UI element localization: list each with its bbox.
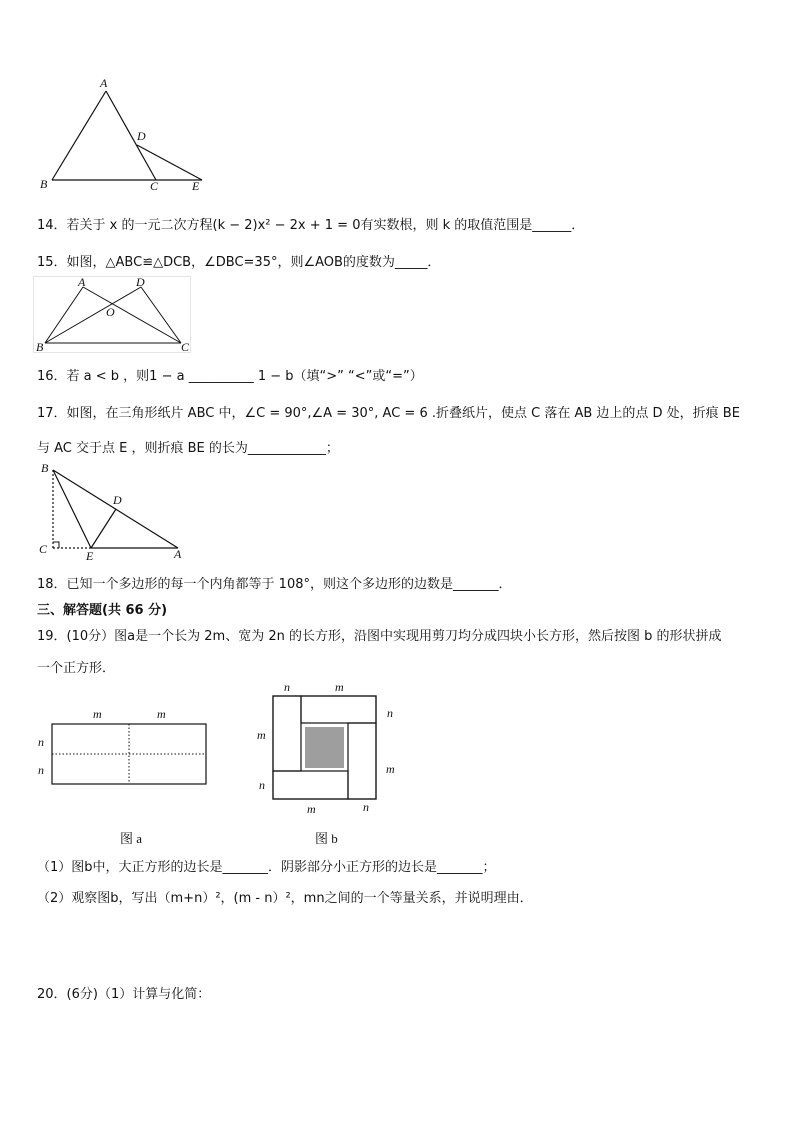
label-E: E: [86, 549, 94, 562]
label-m-left: m: [93, 707, 102, 721]
figure-q19-b: [250, 680, 410, 820]
rect-bottom: [273, 771, 348, 799]
seg-AC: [83, 287, 181, 343]
question-19-sub1: （1）图b中，大正方形的边长是_______．阴影部分小正方形的边长是_______；: [37, 860, 496, 875]
label-m-right: m: [157, 707, 166, 721]
label-m-top: m: [335, 680, 344, 694]
question-17-line1: 17．如图，在三角形纸片 ABC 中，∠C = 90°,∠A = 30°, AC = 6 .折叠纸片，使点 C 落在 AB 边上的点 D 处，折痕 BE: [37, 406, 740, 421]
label-A: A: [100, 76, 108, 90]
question-19-line2: 一个正方形．: [37, 661, 116, 676]
label-n-bottom: n: [363, 800, 369, 814]
label-O: O: [106, 305, 115, 319]
label-C: C: [150, 179, 159, 193]
question-16: 16．若 a < b ，则1 − a __________ 1 − b（填“>” “<”或“=”）: [37, 369, 423, 384]
question-17-line2: 与 AC 交于点 E ，则折痕 BE 的长为____________；: [37, 441, 339, 456]
figure-q13-triangle: [30, 70, 220, 198]
label-m-bottom: m: [307, 802, 316, 816]
seg-ED: [91, 509, 116, 548]
figure-q17: [33, 460, 193, 562]
label-m-right: m: [386, 762, 395, 776]
shaded-small-square: [305, 727, 344, 768]
figure-q15: [33, 276, 193, 354]
seg-AB: [52, 91, 106, 180]
question-19-line1: 19．(10分）图a是一个长为 2m、宽为 2n 的长方形，沿图中实现用剪刀均分成四块小长方形，然后按图 b 的形状拼成: [37, 629, 722, 644]
seg-AC: [106, 91, 156, 180]
question-15: 15．如图，△ABC≌△DCB，∠DBC=35°，则∠AOB的度数为_____．: [37, 255, 441, 270]
label-A: A: [78, 276, 86, 289]
label-B: B: [40, 177, 48, 191]
rect-left: [273, 696, 301, 771]
label-n-left: n: [259, 778, 265, 792]
label-n-top: n: [284, 680, 290, 694]
label-C: C: [39, 542, 48, 556]
seg-AB: [45, 287, 83, 343]
rect-right: [348, 723, 376, 799]
label-D: D: [136, 276, 145, 289]
label-D: D: [137, 129, 146, 143]
label-D: D: [113, 493, 122, 507]
label-m-left: m: [257, 728, 266, 742]
label-n-right: n: [387, 706, 393, 720]
label-A: A: [174, 547, 182, 561]
section-3-title: 三、解答题(共 66 分): [37, 603, 168, 618]
question-18: 18．已知一个多边形的每一个内角都等于 108°，则这个多边形的边数是_______．: [37, 577, 512, 592]
caption-figure-a: 图 a: [120, 831, 143, 846]
label-C: C: [181, 340, 190, 354]
caption-figure-b: 图 b: [315, 831, 338, 846]
question-14: 14．若关于 x 的一元二次方程(k − 2)x² − 2x + 1 = 0有实数根，则 k 的取值范围是______．: [37, 218, 585, 233]
seg-DC: [141, 287, 181, 343]
label-n-bottom: n: [38, 763, 44, 777]
rect-top: [301, 696, 376, 723]
seg-DB: [45, 287, 141, 343]
label-B: B: [41, 461, 49, 475]
right-angle-mark: [53, 542, 59, 548]
question-20: 20．(6分)（1）计算与化简：: [37, 987, 211, 1002]
label-n-top: n: [38, 735, 44, 749]
label-B: B: [36, 340, 44, 354]
question-19-sub2: （2）观察图b，写出（m+n）²，(m - n）²，mn之间的一个等量关系，并说明理由．: [37, 891, 533, 906]
label-E: E: [192, 179, 200, 193]
figure-q19-a: [30, 700, 220, 795]
